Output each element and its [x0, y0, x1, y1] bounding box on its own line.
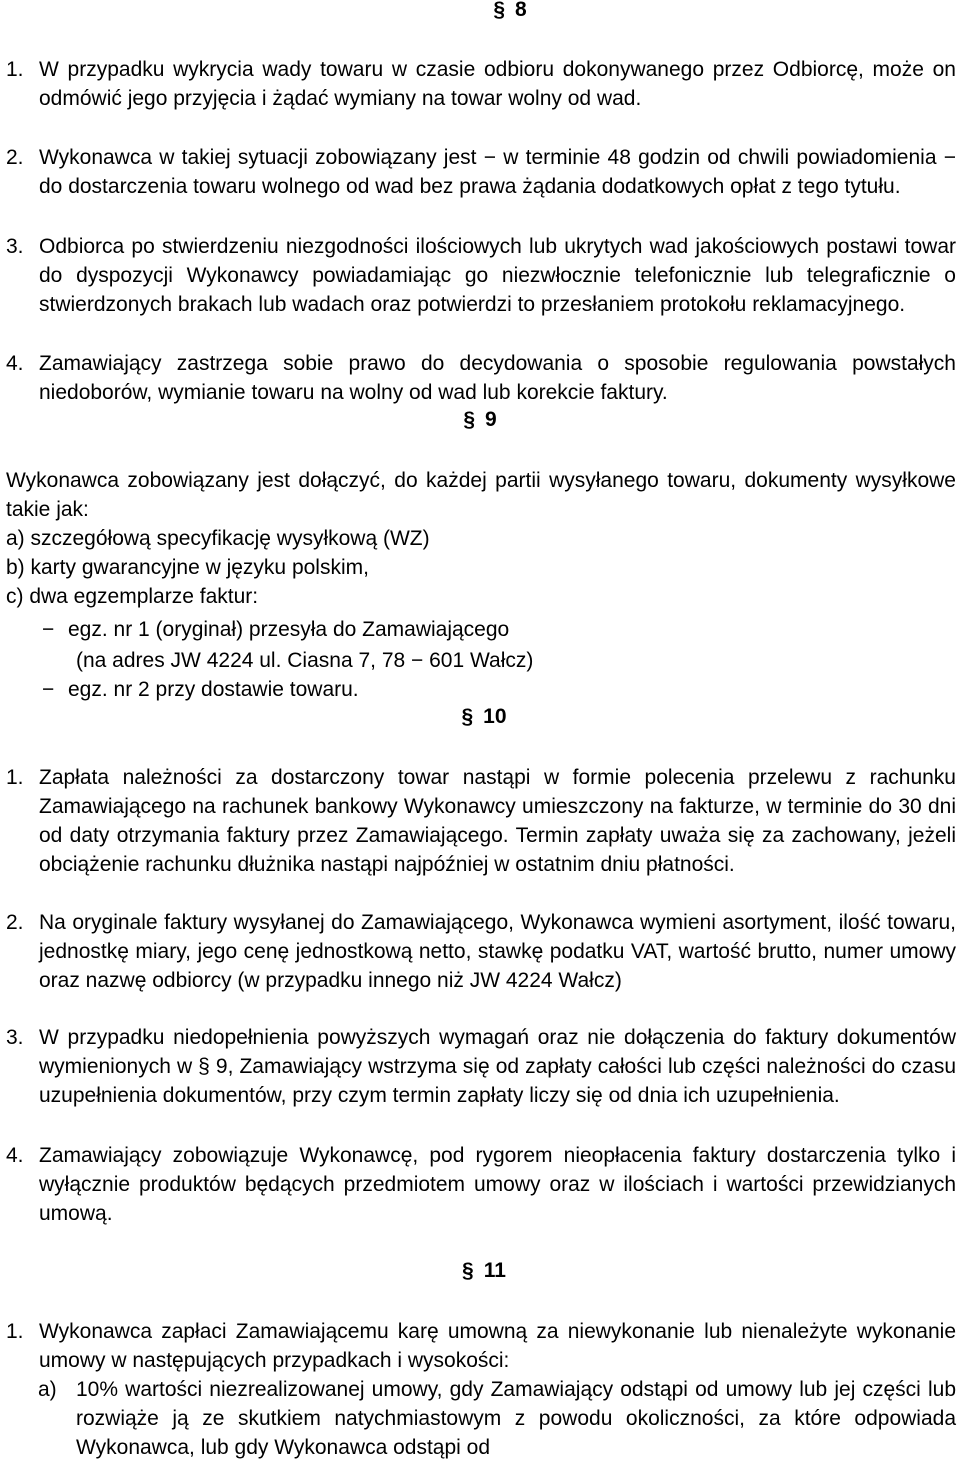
item-text: Zamawiający zobowiązuje Wykonawcę, pod rygorem nieopłacenia faktury dostarczenia tylko i wyłącznie produktów będących przedmiotem umowy oraz w ilościach i wartości przewidzianych umową.	[39, 1144, 956, 1225]
list-item	[6, 763, 956, 879]
item-number: 1.	[6, 58, 24, 81]
item-text: Zamawiający zastrzega sobie prawo do decydowania o sposobie regulowania powstałych niedoborów, wymianie towaru na wolny od wad lub korekcie faktury.	[39, 352, 956, 404]
item-number: 4.	[6, 352, 24, 375]
list-item	[38, 1375, 956, 1462]
item-number: a)	[38, 1378, 57, 1401]
list-item-b: b) karty gwarancyjne w języku polskim,	[6, 556, 369, 579]
item-number: 4.	[6, 1144, 24, 1167]
item-number: 1.	[6, 1320, 24, 1343]
item-number: 3.	[6, 1026, 24, 1049]
dash-bullet: −	[42, 618, 55, 641]
list-item	[6, 1023, 956, 1110]
list-item	[6, 232, 956, 319]
section-heading-8	[30, 0, 960, 22]
item-text: Na oryginale faktury wysyłanej do Zamawiającego, Wykonawca wymieni asortyment, ilość towaru, jednostkę miary, jego cenę jednostkową netto, stawkę podatku VAT, wartość brutto, numer umowy oraz nazwę odbiorcy (w przypadku innego niż JW 4224 Wałcz)	[39, 911, 956, 992]
sub-item	[42, 615, 509, 644]
section-number: 9	[485, 408, 497, 431]
sub-item-text: egz. nr 1 (oryginał) przesyła do Zamawiającego	[68, 618, 510, 641]
list-item	[6, 908, 956, 995]
list-item-c: c) dwa egzemplarze faktur:	[6, 585, 259, 608]
item-text: W przypadku niedopełnienia powyższych wymagań oraz nie dołączenia do faktury dokumentów wymienionych w § 9, Zamawiający wstrzyma się od zapłaty całości lub części należności do czasu uzupełnienia dokumentów, przy czym termin zapłaty liczy się od dnia ich uzupełnienia.	[39, 1026, 956, 1107]
section-symbol: §	[462, 1259, 474, 1282]
item-number: 2.	[6, 146, 24, 169]
sub-item-text: egz. nr 2 przy dostawie towaru.	[68, 678, 359, 701]
section-number: 10	[483, 705, 507, 728]
item-number: 1.	[6, 766, 24, 789]
list-item	[6, 55, 956, 113]
item-text: Wykonawca w takiej sytuacji zobowiązany jest − w terminie 48 godzin od chwili powiadomienia − do dostarczenia towaru wolnego od wad bez prawa żądania dodatkowych opłat z tego tytułu.	[39, 146, 956, 198]
section-symbol: §	[463, 408, 475, 431]
list-item	[6, 1317, 956, 1375]
list-item	[6, 1141, 956, 1228]
list-item	[6, 143, 956, 201]
sub-item	[42, 675, 359, 704]
item-text: W przypadku wykrycia wady towaru w czasie odbioru dokonywanego przez Odbiorcę, może on odmówić jego przyjęcia i żądać wymiany na towar wolny od wad.	[39, 58, 956, 110]
section-9-intro: Wykonawca zobowiązany jest dołączyć, do każdej partii wysyłanego towaru, dokumenty wysyłkowe takie jak:	[6, 469, 956, 521]
sub-item-continuation: (na adres JW 4224 ul. Ciasna 7, 78 − 601 Wałcz)	[76, 649, 534, 672]
item-text: Odbiorca po stwierdzeniu niezgodności ilościowych lub ukrytych wad jakościowych postawi towar do dyspozycji Wykonawcy powiadamiając go niezwłocznie telefonicznie lub telegraficznie o stwierdzonych brakach lub wadach oraz potwierdzi to przesłaniem protokołu reklamacyjnego.	[39, 235, 956, 316]
item-text: 10% wartości niezrealizowanej umowy, gdy Zamawiający odstąpi od umowy lub jej części lub rozwiąże ją ze skutkiem natychmiastowym z powodu okoliczności, za które odpowiada Wykonawca, lub gdy Wykonawca odstąpi od	[76, 1378, 956, 1459]
section-heading-11	[4, 1259, 960, 1283]
section-heading-10	[4, 705, 960, 729]
item-text: Zapłata należności za dostarczony towar nastąpi w formie polecenia przelewu z rachunku Zamawiającego na rachunek bankowy Wykonawcy umieszczony na fakturze, w terminie do 30 dni od daty otrzymania faktury przez Zamawiającego. Termin zapłaty uważa się za zachowany, jeżeli obciążenie rachunku dłużnika nastąpi najpóźniej w ostatnim dniu płatności.	[39, 766, 956, 876]
section-symbol: §	[493, 0, 505, 21]
section-symbol: §	[461, 705, 474, 728]
item-number: 3.	[6, 235, 24, 258]
section-number: 8	[515, 0, 527, 21]
item-text: Wykonawca zapłaci Zamawiającemu karę umowną za niewykonanie lub nienależyte wykonanie umowy w następujących przypadkach i wysokości:	[39, 1320, 956, 1372]
section-number: 11	[483, 1259, 506, 1282]
item-number: 2.	[6, 911, 24, 934]
list-item	[6, 349, 956, 407]
section-heading-9	[0, 408, 960, 432]
list-item-a: a) szczegółową specyfikację wysyłkową (WZ)	[6, 527, 430, 550]
dash-bullet: −	[42, 678, 55, 701]
